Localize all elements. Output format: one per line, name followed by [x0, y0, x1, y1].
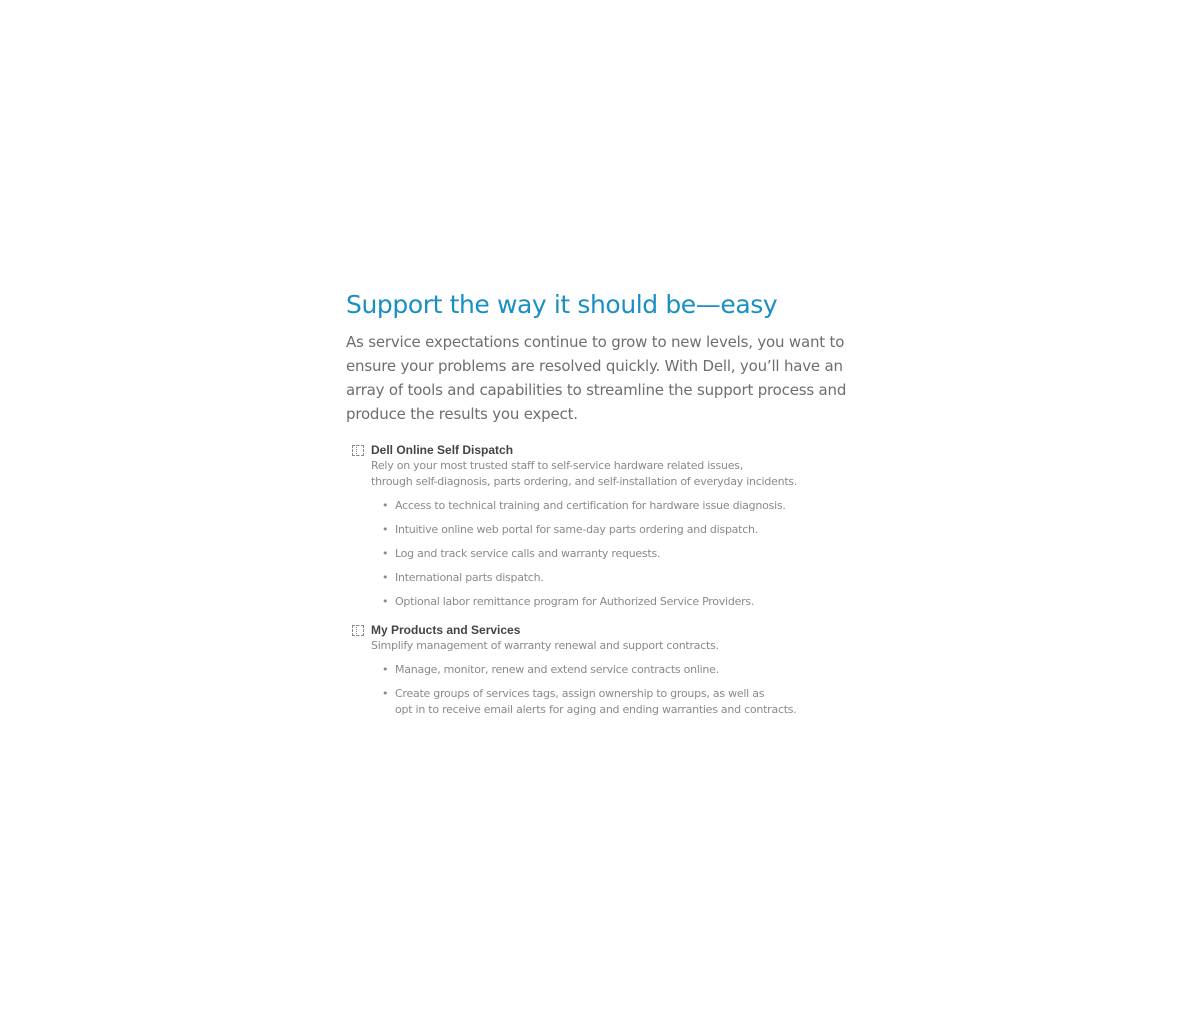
description-line: Rely on your most trusted staff to self-service hardware related issues, [371, 459, 743, 472]
section-description [371, 638, 846, 654]
bullet-text: Intuitive online web portal for same-day parts ordering and dispatch. [395, 523, 758, 536]
intro-paragraph [346, 330, 846, 426]
bullet-item [382, 546, 846, 562]
intro-line: produce the results you expect. [346, 405, 578, 423]
section-dell-online-self-dispatch [346, 442, 846, 610]
bullet-text: Access to technical training and certification for hardware issue diagnosis. [395, 499, 786, 512]
bullet-list [371, 498, 846, 610]
bullet-list [371, 662, 846, 718]
bullet-text: International parts dispatch. [395, 571, 544, 584]
section-heading: Dell Online Self Dispatch [371, 443, 514, 457]
page-title: Support the way it should be—easy [346, 290, 778, 319]
bullet-icon: • [382, 663, 389, 676]
bullet-item [382, 498, 846, 514]
bullet-item [382, 522, 846, 538]
description-line: Simplify management of warranty renewal and support contracts. [371, 639, 719, 652]
bullet-item [382, 570, 846, 586]
intro-line: ensure your problems are resolved quickly. With Dell, you’ll have an [346, 357, 843, 375]
bullet-item [382, 594, 846, 610]
bullet-icon: • [382, 571, 389, 584]
bullet-icon: • [382, 595, 389, 608]
dashed-box-icon [352, 625, 364, 636]
bullet-text: opt in to receive email alerts for aging and ending warranties and contracts. [395, 703, 797, 716]
intro-line: array of tools and capabilities to streamline the support process and [346, 381, 847, 399]
dashed-box-icon [352, 445, 364, 456]
intro-line: As service expectations continue to grow to new levels, you want to [346, 333, 845, 351]
bullet-text: Optional labor remittance program for Authorized Service Providers. [395, 595, 755, 608]
bullet-icon: • [382, 547, 389, 560]
bullet-icon: • [382, 687, 389, 700]
bullet-text: Create groups of services tags, assign ownership to groups, as well as [395, 687, 765, 700]
bullet-icon: • [382, 499, 389, 512]
bullet-icon: • [382, 523, 389, 536]
section-my-products-and-services [346, 622, 846, 718]
bullet-item [382, 662, 846, 678]
bullet-text: Log and track service calls and warranty requests. [395, 547, 661, 560]
document-content [346, 286, 846, 718]
section-description [371, 458, 846, 490]
bullet-text: Manage, monitor, renew and extend service contracts online. [395, 663, 719, 676]
description-line: through self-diagnosis, parts ordering, and self-installation of everyday incidents. [371, 475, 798, 488]
bullet-item [382, 686, 846, 718]
section-heading: My Products and Services [371, 623, 521, 637]
